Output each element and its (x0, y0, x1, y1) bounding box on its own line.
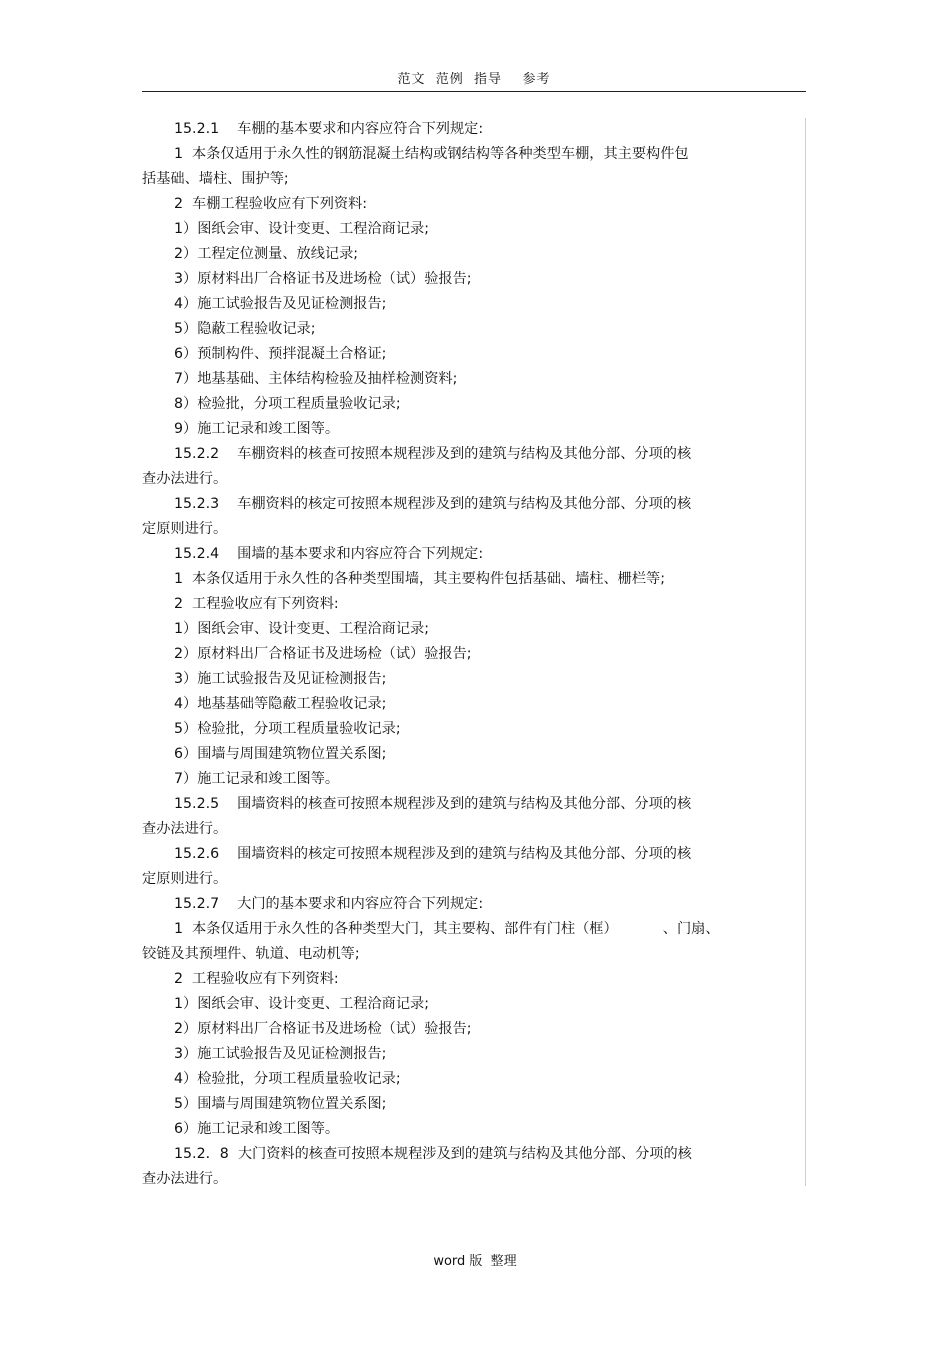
text-line: 3）原材料出厂合格证书及进场检（试）验报告; (174, 271, 472, 287)
text-line: 4）施工试验报告及见证检测报告; (174, 296, 387, 312)
text-line: 1 本条仅适用于永久性的各种类型围墙，其主要构件包括基础、墙柱、栅栏等; (174, 571, 666, 587)
text-line: 括基础、墙柱、围护等; (142, 171, 289, 187)
text-line: 定原则进行。 (142, 521, 228, 537)
text-line: 查办法进行。 (142, 821, 228, 837)
text-line: 2 车棚工程验收应有下列资料: (174, 196, 368, 212)
page-footer: word 版 整理 (433, 1254, 517, 1269)
text-line: 15.2．8 大门资料的核查可按照本规程涉及到的建筑与结构及其他分部、分项的核 (174, 1146, 692, 1162)
header-rule (142, 91, 806, 92)
text-line: 1）图纸会审、设计变更、工程洽商记录; (174, 621, 429, 637)
text-line: 2）原材料出厂合格证书及进场检（试）验报告; (174, 646, 472, 662)
text-line: 1 本条仅适用于永久性的钢筋混凝土结构或钢结构等各种类型车棚，其主要构件包 (174, 146, 689, 162)
text-line: 5）隐蔽工程验收记录; (174, 321, 316, 337)
text-line: 6）预制构件、预拌混凝土合格证; (174, 346, 387, 362)
text-line: 1）图纸会审、设计变更、工程洽商记录; (174, 996, 429, 1012)
text-line: 15.2.4 围墙的基本要求和内容应符合下列规定: (174, 546, 484, 562)
page-header (142, 62, 806, 92)
text-line: 15.2.6 围墙资料的核定可按照本规程涉及到的建筑与结构及其他分部、分项的核 (174, 846, 692, 862)
text-line: 9）施工记录和竣工图等。 (174, 421, 340, 437)
text-line: 15.2.7 大门的基本要求和内容应符合下列规定: (174, 896, 484, 912)
text-line: 4）检验批，分项工程质量验收记录; (174, 1071, 401, 1087)
text-line: 6）围墙与周围建筑物位置关系图; (174, 746, 387, 762)
text-line: 查办法进行。 (142, 1171, 228, 1187)
text-line: 15.2.2 车棚资料的核查可按照本规程涉及到的建筑与结构及其他分部、分项的核 (174, 446, 692, 462)
text-line: 4）地基基础等隐蔽工程验收记录; (174, 696, 387, 712)
text-line: 定原则进行。 (142, 871, 228, 887)
text-line: 铰链及其预埋件、轨道、电动机等; (142, 946, 360, 962)
text-line: 5）围墙与周围建筑物位置关系图; (174, 1096, 387, 1112)
text-line: 15.2.5 围墙资料的核查可按照本规程涉及到的建筑与结构及其他分部、分项的核 (174, 796, 692, 812)
text-line: 3）施工试验报告及见证检测报告; (174, 671, 387, 687)
text-line: 3）施工试验报告及见证检测报告; (174, 1046, 387, 1062)
text-line: 1 本条仅适用于永久性的各种类型大门，其主要构、部件有门柱（框） 、门扇、 (174, 921, 720, 937)
text-line: 6）施工记录和竣工图等。 (174, 1121, 340, 1137)
text-line: 5）检验批，分项工程质量验收记录; (174, 721, 401, 737)
text-line: 2 工程验收应有下列资料: (174, 596, 339, 612)
text-line: 8）检验批，分项工程质量验收记录; (174, 396, 401, 412)
text-line: 查办法进行。 (142, 471, 228, 487)
header-text: 范文 范例 指导 参考 (397, 72, 551, 87)
text-line: 15.2.1 车棚的基本要求和内容应符合下列规定: (174, 121, 484, 137)
text-line: 2）原材料出厂合格证书及进场检（试）验报告; (174, 1021, 472, 1037)
text-line: 7）施工记录和竣工图等。 (174, 771, 340, 787)
document-body (142, 117, 806, 1192)
text-line: 15.2.3 车棚资料的核定可按照本规程涉及到的建筑与结构及其他分部、分项的核 (174, 496, 692, 512)
text-line: 2 工程验收应有下列资料: (174, 971, 339, 987)
text-line: 1）图纸会审、设计变更、工程洽商记录; (174, 221, 429, 237)
text-line: 2）工程定位测量、放线记录; (174, 246, 359, 262)
text-line: 7）地基基础、主体结构检验及抽样检测资料; (174, 371, 458, 387)
